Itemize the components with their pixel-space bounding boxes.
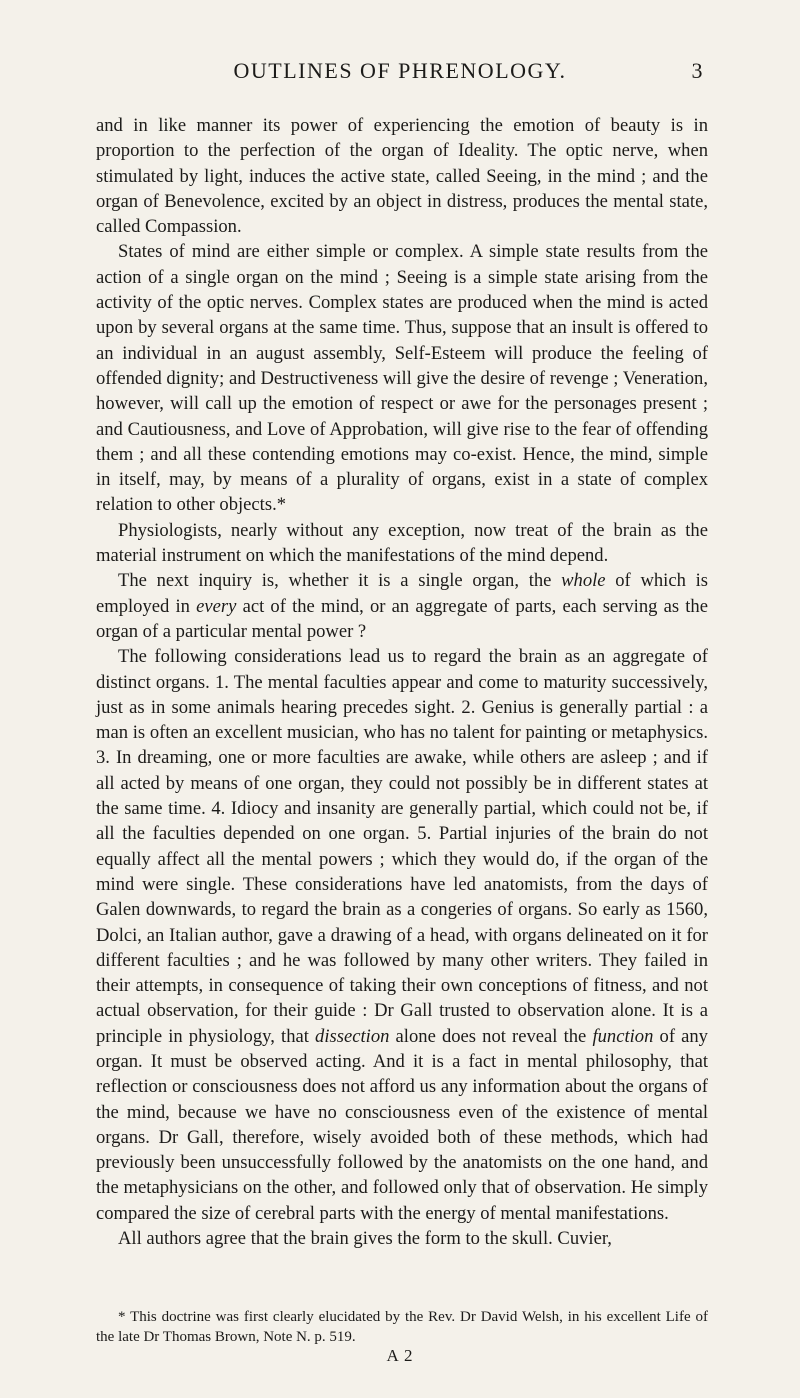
running-title: OUTLINES OF PHRENOLOGY. [233, 58, 567, 83]
body-text [96, 113, 708, 1251]
running-head [96, 58, 704, 88]
italic-whole: whole [561, 570, 606, 592]
text-run: The following considerations lead us to regard the brain as an aggregate of distinct organs. 1. The mental faculties appear and come to maturity successively, just as in some animals hearing precedes sight. 2. Genius is generally partial : a man is often an excellent musician, who has no talent for painting or metaphysics. 3. In dreaming, one or more faculties are awake, while others are asleep ; and if all acted by means of one organ, they could not possibly be in different states at the same time. 4. Idiocy and insanity are generally partial, which could not be, if all the faculties depended on one organ. 5. Partial injuries of the brain do not equally affect all the mental powers ; which they would do, if the organ of the mind were single. These considerations have led anatomists, from the days of Galen downwards, to regard the brain as a congeries of organs. So early as 1560, Dolci, an Italian author, gave a drawing of a head, with organs delineated on it for different faculties ; and he was followed by many other writers. They failed in their attempts, in consequence of taking their own conceptions of fitness, and not actual observation, for their guide : Dr Gall trusted to observation alone. It is a principle in physiology, that [96, 646, 708, 1047]
signature-mark: A 2 [386, 1346, 414, 1365]
paragraph-considerations [96, 644, 708, 1226]
page-number: 3 [691, 58, 704, 83]
text-run: alone does not reveal the [389, 1025, 593, 1047]
text-run: of any organ. It must be observed acting. And it is a fact in mental philosophy, that reflection or consciousness does not afford us any information about the organs of the mind, because we have no consciousness even of the existence of mental organs. Dr Gall, therefore, wisely avoided both of these methods, which had previously been unsuccessfully followed by the anatomists on the one hand, and the metaphysicians on the other, and followed only that of observation. He simply compared the size of cerebral parts with the energy of mental manifestations. [96, 1025, 708, 1224]
footnote-text: * This doctrine was first clearly elucidated by the Rev. Dr David Welsh, in his excellent Life of the late Dr Thomas Brown, Note N. p. 519. [96, 1309, 708, 1345]
paragraph-skull-form: All authors agree that the brain gives the form to the skull. Cuvier, [118, 1228, 612, 1250]
paragraph-physiologists: Physiologists, nearly without any exception, now treat of the brain as the material instrument on which the manifestations of the mind depend. [96, 519, 708, 567]
paragraph-simple-complex-states: States of mind are either simple or complex. A simple state results from the action of a single organ on the mind ; Seeing is a simple state arising from the activity of the optic nerves. Complex states are produced when the mind is acted upon by several organs at the same time. Thus, suppose that an insult is offered to an individual in an august assembly, Self-Esteem will produce the feeling of offended dignity; and Destructiveness will give the desire of revenge ; Veneration, however, will call up the emotion of respect or awe for the personages present ; and Cautiousness, and Love of Approbation, will give rise to the fear of offending them ; and all these contending emotions may co-exist. Hence, the mind, simple in itself, may, by means of a plurality of organs, exist in a state of complex relation to other objects.* [96, 241, 708, 516]
paragraph-beauty-ideality: and in like manner its power of experiencing the emotion of beauty is in proportion to the perfection of the organ of Ideality. The optic nerve, when stimulated by light, induces the active state, called Seeing, in the mind ; and the organ of Benevolence, excited by an object in distress, produces the mental state, called Compassion. [96, 115, 708, 238]
text-run: of which is employed in [96, 570, 709, 617]
footnote [96, 1308, 708, 1347]
italic-dissection: dissection [315, 1025, 390, 1047]
italic-function: function [592, 1025, 654, 1047]
paragraph-next-inquiry [96, 568, 708, 644]
text-run: act of the mind, or an aggregate of parts, each serving as the organ of a particular mental power ? [96, 595, 708, 642]
italic-every: every [196, 595, 237, 617]
text-run: The next inquiry is, whether it is a single organ, the [118, 570, 562, 592]
